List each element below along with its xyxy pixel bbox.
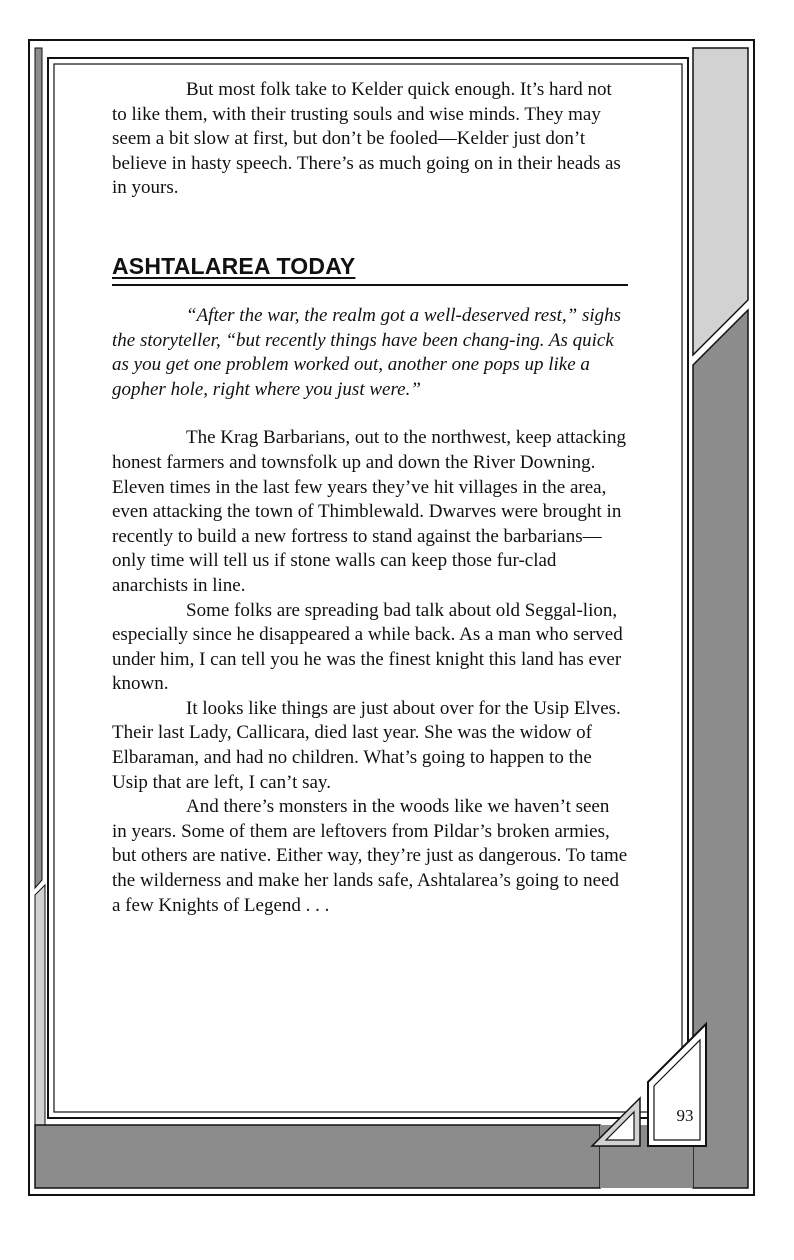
body-paragraph: The Krag Barbarians, out to the northwest, keep attacking honest farmers and townsfolk up and down the River Downing. Eleven times in the last few years they’ve hit villages in the area, even attacking the town of Thimblewald. Dwarves were brought in recently to build a new fortress to stand against the barbarians—only time will tell us if stone walls can keep those fur-clad anarchists in line. [112, 427, 627, 596]
storyteller-quote: “After the war, the realm got a well-deserved rest,” sighs the storyteller, “but recently things have been chang-ing. As quick as you get one problem worked out, another one pops up like a gopher hole, right where you just were.” [112, 304, 622, 400]
page-content [112, 78, 628, 918]
section-heading: ASHTALAREA TODAY [112, 252, 628, 286]
body-paragraph: It looks like things are just about over for the Usip Elves. Their last Lady, Callicara, died last year. She was the widow of Elbaraman, and had no children. What’s going to happen to the Usip that are left, I can’t say. [112, 697, 621, 793]
border-light-strip [693, 48, 748, 355]
body-paragraph: And there’s monsters in the woods like we haven’t seen in years. Some of them are leftovers from Pildar’s broken armies, but others are native. Either way, they’re just as dangerous. To tame the wilderness and make her lands safe, Ashtalarea’s going to need a few Knights of Legend . . . [112, 796, 628, 916]
body-paragraph: Some folks are spreading bad talk about old Seggal-lion, especially since he disappeared a while back. As a man who served under him, I can tell you he was the finest knight this land has ever known. [112, 599, 623, 695]
border-light-strip-left [35, 885, 45, 1125]
border-dark-band-bottom [35, 1125, 600, 1188]
page-number: 93 [676, 1106, 694, 1125]
opening-paragraph: But most folk take to Kelder quick enough. It’s hard not to like them, with their trusting souls and wise minds. They may seem a bit slow at first, but don’t be fooled—Kelder just don’t believe in hasty speech. There’s as much going on in their heads as in yours. [112, 79, 621, 199]
border-dark-strip-left [35, 48, 42, 888]
